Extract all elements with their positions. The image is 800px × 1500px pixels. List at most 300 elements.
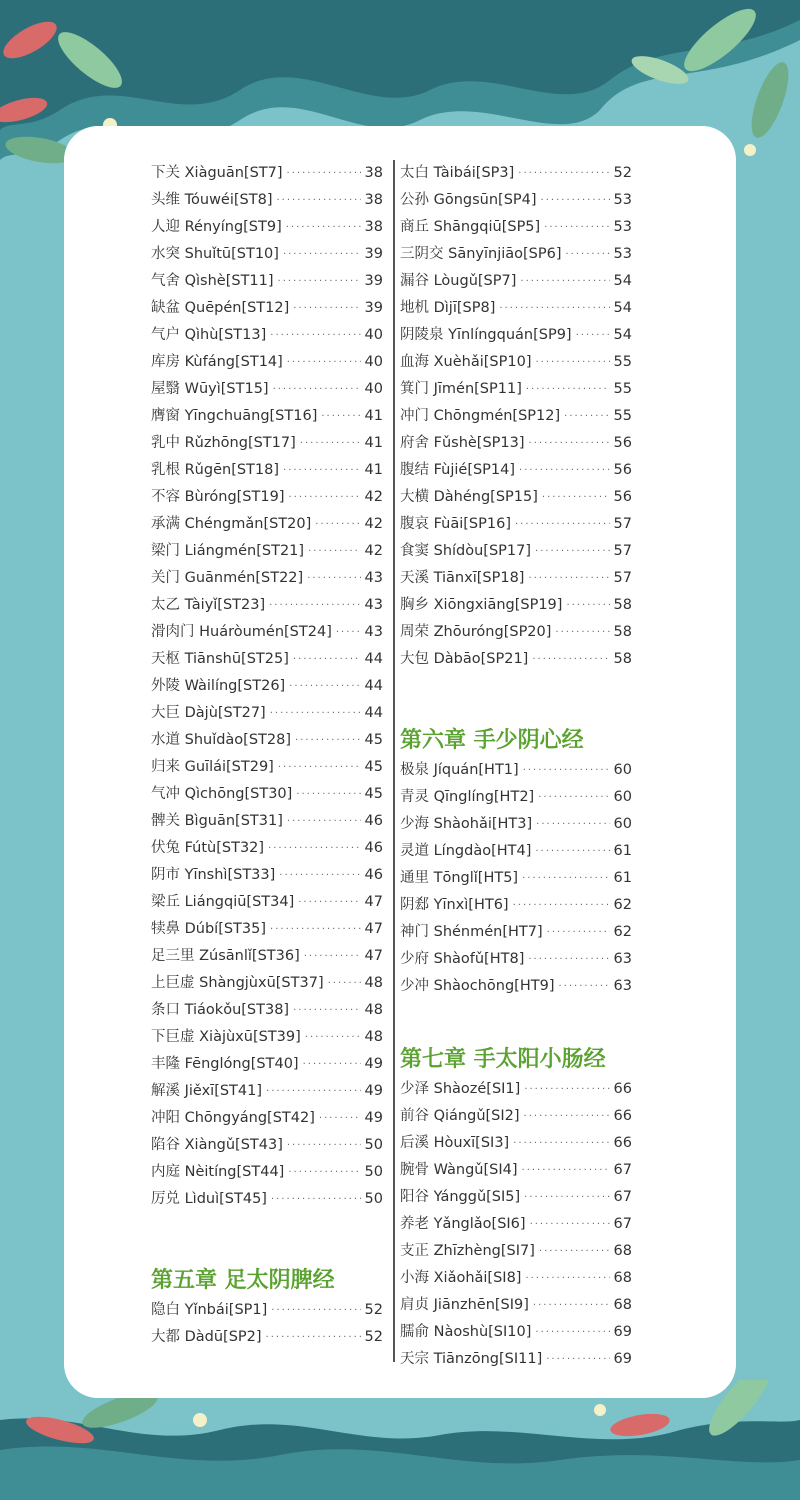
leader-dots	[328, 970, 361, 997]
acupoint-name: 下关 Xiàguān[ST7]	[151, 165, 283, 181]
leader-dots	[287, 349, 361, 376]
toc-entry	[151, 1324, 383, 1351]
page-number: 38	[364, 219, 383, 235]
leader-dots	[270, 322, 360, 349]
leader-dots	[278, 754, 361, 781]
leader-dots	[519, 457, 610, 484]
acupoint-name: 阴陵泉 Yīnlíngquán[SP9]	[400, 327, 572, 343]
leader-dots	[270, 700, 361, 727]
toc-entry	[151, 889, 383, 916]
toc-entry	[400, 511, 632, 538]
page-number: 45	[364, 759, 383, 775]
leader-dots	[319, 1105, 361, 1132]
toc-entry	[400, 1076, 632, 1103]
acupoint-name: 气户 Qìhù[ST13]	[151, 327, 267, 343]
acupoint-name: 府舍 Fǔshè[SP13]	[400, 435, 525, 451]
leader-dots	[525, 1265, 609, 1292]
toc-entry	[151, 943, 383, 970]
acupoint-name: 隐白 Yǐnbái[SP1]	[151, 1302, 268, 1318]
leader-dots	[271, 1297, 360, 1324]
page-number: 41	[364, 462, 383, 478]
toc-entry	[400, 1346, 632, 1373]
toc-entry	[400, 892, 632, 919]
page-number: 49	[364, 1056, 383, 1072]
leader-dots	[305, 1024, 361, 1051]
toc-entry	[151, 1051, 383, 1078]
toc-entry	[400, 946, 632, 973]
toc-entry	[151, 646, 383, 673]
page-number: 49	[364, 1110, 383, 1126]
leader-dots	[535, 538, 610, 565]
acupoint-name: 太白 Tàibái[SP3]	[400, 165, 515, 181]
page-number: 42	[364, 516, 383, 532]
page-number: 57	[613, 516, 632, 532]
page-number: 68	[613, 1243, 632, 1259]
leader-dots	[283, 241, 361, 268]
toc-entry	[151, 457, 383, 484]
page-number: 62	[613, 924, 632, 940]
acupoint-name: 滑肉门 Huáròumén[ST24]	[151, 624, 332, 640]
leader-dots	[288, 1159, 360, 1186]
acupoint-name: 天宗 Tiānzōng[SI11]	[400, 1351, 543, 1367]
acupoint-name: 阳谷 Yánggǔ[SI5]	[400, 1189, 521, 1205]
leader-dots	[513, 1130, 609, 1157]
toc-entry	[400, 241, 632, 268]
page-number: 44	[364, 651, 383, 667]
toc-entry	[151, 970, 383, 997]
page-number: 53	[613, 192, 632, 208]
acupoint-name: 漏谷 Lòugǔ[SP7]	[400, 273, 517, 289]
acupoint-name: 养老 Yǎnglǎo[SI6]	[400, 1216, 526, 1232]
toc-entry	[151, 538, 383, 565]
acupoint-name: 足三里 Zúsānlǐ[ST36]	[151, 948, 300, 964]
page-number: 61	[613, 870, 632, 886]
column-divider	[393, 160, 395, 1362]
toc-entry	[151, 484, 383, 511]
leader-dots	[298, 889, 360, 916]
toc-entry	[151, 754, 383, 781]
acupoint-name: 大巨 Dàjù[ST27]	[151, 705, 266, 721]
toc-entry	[151, 673, 383, 700]
leader-dots	[532, 646, 609, 673]
toc-entry	[151, 322, 383, 349]
page-number: 46	[364, 813, 383, 829]
leader-dots	[499, 295, 609, 322]
leader-dots	[524, 1076, 609, 1103]
page-number: 46	[364, 867, 383, 883]
acupoint-name: 气舍 Qìshè[ST11]	[151, 273, 274, 289]
leader-dots	[287, 160, 361, 187]
leader-dots	[293, 646, 361, 673]
page-number: 48	[364, 975, 383, 991]
acupoint-name: 大横 Dàhéng[SP15]	[400, 489, 538, 505]
page-number: 66	[613, 1108, 632, 1124]
page-number: 60	[613, 789, 632, 805]
acupoint-name: 青灵 Qīnglíng[HT2]	[400, 789, 535, 805]
page-number: 66	[613, 1135, 632, 1151]
acupoint-name: 阴市 Yīnshì[ST33]	[151, 867, 276, 883]
page-number: 54	[613, 300, 632, 316]
page-number: 56	[613, 435, 632, 451]
acupoint-name: 解溪 Jiěxī[ST41]	[151, 1083, 263, 1099]
page-number: 38	[364, 165, 383, 181]
acupoint-name: 少冲 Shàochōng[HT9]	[400, 978, 555, 994]
leader-dots	[530, 1211, 610, 1238]
toc-entry	[400, 457, 632, 484]
leader-dots	[279, 862, 360, 889]
acupoint-name: 归来 Guīlái[ST29]	[151, 759, 274, 775]
leader-dots	[576, 322, 610, 349]
page-number: 63	[613, 951, 632, 967]
page-number: 41	[364, 408, 383, 424]
acupoint-name: 屋翳 Wūyì[ST15]	[151, 381, 269, 397]
toc-entry	[400, 1157, 632, 1184]
acupoint-name: 腹结 Fùjié[SP14]	[400, 462, 516, 478]
toc-entry	[151, 1297, 383, 1324]
leader-dots	[293, 295, 360, 322]
toc-entry	[151, 1186, 383, 1213]
page-number: 52	[364, 1329, 383, 1345]
acupoint-name: 梁门 Liángmén[ST21]	[151, 543, 305, 559]
acupoint-name: 条口 Tiáokǒu[ST38]	[151, 1002, 290, 1018]
acupoint-name: 通里 Tōnglǐ[HT5]	[400, 870, 519, 886]
leader-dots	[535, 1319, 609, 1346]
toc-entry	[151, 349, 383, 376]
toc-entry	[151, 295, 383, 322]
page-number: 61	[613, 843, 632, 859]
page-number: 67	[613, 1189, 632, 1205]
leader-dots	[308, 538, 360, 565]
toc-entry	[151, 862, 383, 889]
toc-entry	[151, 808, 383, 835]
toc-entry	[400, 865, 632, 892]
leader-dots	[529, 430, 610, 457]
leader-dots	[270, 916, 361, 943]
acupoint-name: 下巨虚 Xiàjùxū[ST39]	[151, 1029, 301, 1045]
acupoint-name: 阴郄 Yīnxì[HT6]	[400, 897, 509, 913]
toc-entry	[400, 592, 632, 619]
toc-entry	[400, 403, 632, 430]
toc-entry	[151, 241, 383, 268]
acupoint-name: 关门 Guānmén[ST22]	[151, 570, 304, 586]
leader-dots	[283, 457, 361, 484]
leader-dots	[286, 214, 361, 241]
toc-entry	[151, 214, 383, 241]
page-number: 44	[364, 705, 383, 721]
page-number: 45	[364, 786, 383, 802]
leader-dots	[524, 1103, 610, 1130]
leader-dots	[546, 1346, 609, 1373]
page-number: 60	[613, 762, 632, 778]
leader-dots	[522, 1157, 610, 1184]
acupoint-name: 前谷 Qiángǔ[SI2]	[400, 1108, 520, 1124]
leader-dots	[566, 592, 609, 619]
page-number: 55	[613, 408, 632, 424]
toc-entry	[151, 268, 383, 295]
page-number: 55	[613, 354, 632, 370]
page-number: 40	[364, 354, 383, 370]
toc-entry	[400, 646, 632, 673]
acupoint-name: 冲门 Chōngmén[SP12]	[400, 408, 561, 424]
page-number: 52	[364, 1302, 383, 1318]
chapter-heading: 第五章 足太阴脾经	[151, 1268, 335, 1293]
toc-entry	[400, 838, 632, 865]
right-column	[400, 160, 632, 1373]
page-number: 50	[364, 1164, 383, 1180]
page-number: 46	[364, 840, 383, 856]
toc-entry	[400, 322, 632, 349]
page-number: 40	[364, 327, 383, 343]
leader-dots	[555, 619, 609, 646]
toc-entry	[400, 1130, 632, 1157]
leader-dots	[523, 757, 610, 784]
page-number: 42	[364, 489, 383, 505]
toc-entry	[400, 538, 632, 565]
acupoint-name: 腕骨 Wàngǔ[SI4]	[400, 1162, 518, 1178]
page-number: 39	[364, 273, 383, 289]
toc-entry	[400, 619, 632, 646]
toc-entry	[400, 919, 632, 946]
bottom-decoration	[0, 1380, 800, 1500]
toc-entry	[400, 268, 632, 295]
page-number: 69	[613, 1324, 632, 1340]
acupoint-name: 头维 Tóuwéi[ST8]	[151, 192, 273, 208]
leader-dots	[559, 973, 610, 1000]
toc-entry	[151, 1159, 383, 1186]
acupoint-name: 支正 Zhīzhèng[SI7]	[400, 1243, 535, 1259]
leader-dots	[287, 1132, 361, 1159]
chapter-heading: 第七章 手太阳小肠经	[400, 1047, 606, 1072]
acupoint-name: 周荣 Zhōuróng[SP20]	[400, 624, 552, 640]
page-number: 47	[364, 948, 383, 964]
acupoint-name: 少海 Shàohǎi[HT3]	[400, 816, 533, 832]
acupoint-name: 血海 Xuèhǎi[SP10]	[400, 354, 532, 370]
acupoint-name: 腹哀 Fùāi[SP16]	[400, 516, 511, 532]
leader-dots	[287, 808, 361, 835]
leader-dots	[268, 835, 360, 862]
page-number: 53	[613, 219, 632, 235]
page-number: 43	[364, 597, 383, 613]
page-number: 58	[613, 624, 632, 640]
acupoint-name: 少泽 Shàozé[SI1]	[400, 1081, 521, 1097]
page-number: 49	[364, 1083, 383, 1099]
acupoint-name: 天溪 Tiānxī[SP18]	[400, 570, 525, 586]
toc-entry	[151, 187, 383, 214]
page-number: 55	[613, 381, 632, 397]
leader-dots	[336, 619, 361, 646]
leader-dots	[296, 781, 360, 808]
toc-entry	[400, 187, 632, 214]
toc-entry	[151, 916, 383, 943]
acupoint-name: 天枢 Tiānshū[ST25]	[151, 651, 289, 667]
page-number: 52	[613, 165, 632, 181]
toc-entry	[151, 1105, 383, 1132]
toc-entry	[151, 835, 383, 862]
page-number: 56	[613, 462, 632, 478]
leader-dots	[288, 484, 360, 511]
acupoint-name: 厉兑 Lìduì[ST45]	[151, 1191, 267, 1207]
page-number: 66	[613, 1081, 632, 1097]
toc-entry	[400, 565, 632, 592]
page-number: 56	[613, 489, 632, 505]
toc-entry	[151, 1024, 383, 1051]
page-number: 48	[364, 1002, 383, 1018]
toc-entry	[151, 430, 383, 457]
page-number: 53	[613, 246, 632, 262]
toc-entry	[151, 727, 383, 754]
toc-entry	[400, 1211, 632, 1238]
chapter-heading: 第六章 手少阴心经	[400, 728, 584, 753]
leader-dots	[269, 592, 360, 619]
page-number: 39	[364, 246, 383, 262]
page-number: 50	[364, 1137, 383, 1153]
acupoint-name: 公孙 Gōngsūn[SP4]	[400, 192, 537, 208]
acupoint-name: 外陵 Wàilíng[ST26]	[151, 678, 286, 694]
acupoint-name: 肩贞 Jiānzhēn[SI9]	[400, 1297, 529, 1313]
page-number: 38	[364, 192, 383, 208]
page-number: 42	[364, 543, 383, 559]
acupoint-name: 食窦 Shídòu[SP17]	[400, 543, 532, 559]
acupoint-name: 承满 Chéngmǎn[ST20]	[151, 516, 312, 532]
acupoint-name: 陷谷 Xiàngǔ[ST43]	[151, 1137, 283, 1153]
page-number: 45	[364, 732, 383, 748]
leader-dots	[289, 673, 360, 700]
acupoint-name: 神门 Shénmén[HT7]	[400, 924, 543, 940]
toc-entry	[400, 1292, 632, 1319]
acupoint-name: 膺窗 Yīngchuāng[ST16]	[151, 408, 318, 424]
leader-dots	[535, 349, 609, 376]
acupoint-name: 伏兔 Fútù[ST32]	[151, 840, 265, 856]
leader-dots	[544, 214, 609, 241]
acupoint-name: 梁丘 Liángqiū[ST34]	[151, 894, 295, 910]
toc-entry	[400, 349, 632, 376]
page-number: 43	[364, 624, 383, 640]
leader-dots	[276, 187, 360, 214]
toc-entry	[400, 1319, 632, 1346]
toc-entry	[400, 811, 632, 838]
acupoint-name: 水突 Shuǐtū[ST10]	[151, 246, 279, 262]
page-number: 54	[613, 273, 632, 289]
acupoint-name: 髀关 Bìguān[ST31]	[151, 813, 283, 829]
leader-dots	[266, 1078, 361, 1105]
toc-entry	[151, 1078, 383, 1105]
page-number: 50	[364, 1191, 383, 1207]
leader-dots	[518, 160, 609, 187]
acupoint-name: 地机 Dìjī[SP8]	[400, 300, 496, 316]
acupoint-name: 内庭 Nèitíng[ST44]	[151, 1164, 285, 1180]
acupoint-name: 水道 Shuǐdào[ST28]	[151, 732, 292, 748]
page-number: 57	[613, 570, 632, 586]
toc-entry	[400, 214, 632, 241]
page-number: 47	[364, 921, 383, 937]
acupoint-name: 灵道 Língdào[HT4]	[400, 843, 532, 859]
page-number: 58	[613, 651, 632, 667]
leader-dots	[300, 430, 361, 457]
leader-dots	[564, 403, 609, 430]
page-number: 43	[364, 570, 383, 586]
leader-dots	[266, 1324, 361, 1351]
acupoint-name: 箕门 Jīmén[SP11]	[400, 381, 522, 397]
acupoint-name: 丰隆 Fēnglóng[ST40]	[151, 1056, 299, 1072]
toc-entry	[400, 484, 632, 511]
leader-dots	[515, 511, 610, 538]
leader-dots	[536, 811, 609, 838]
page-number: 54	[613, 327, 632, 343]
leader-dots	[542, 484, 610, 511]
acupoint-name: 上巨虚 Shàngjùxū[ST37]	[151, 975, 324, 991]
toc-entry	[400, 295, 632, 322]
toc-entry	[151, 1132, 383, 1159]
leader-dots	[520, 268, 609, 295]
leader-dots	[547, 919, 610, 946]
leader-dots	[541, 187, 610, 214]
toc-entry	[400, 757, 632, 784]
page-number: 58	[613, 597, 632, 613]
leader-dots	[303, 1051, 361, 1078]
toc-entry	[151, 160, 383, 187]
left-column	[151, 160, 383, 1351]
acupoint-name: 冲阳 Chōngyáng[ST42]	[151, 1110, 315, 1126]
page-number: 69	[613, 1351, 632, 1367]
toc-entry	[151, 403, 383, 430]
page-number: 48	[364, 1029, 383, 1045]
page-number: 67	[613, 1162, 632, 1178]
toc-entry	[400, 1265, 632, 1292]
page-number: 67	[613, 1216, 632, 1232]
leader-dots	[278, 268, 361, 295]
toc-entry	[400, 376, 632, 403]
leader-dots	[295, 727, 361, 754]
leader-dots	[513, 892, 610, 919]
acupoint-name: 小海 Xiǎohǎi[SI8]	[400, 1270, 522, 1286]
page-number: 68	[613, 1270, 632, 1286]
toc-entry	[151, 376, 383, 403]
acupoint-name: 大都 Dàdū[SP2]	[151, 1329, 262, 1345]
acupoint-name: 臑俞 Nàoshù[SI10]	[400, 1324, 532, 1340]
toc-entry	[400, 973, 632, 1000]
leader-dots	[321, 403, 360, 430]
toc-entry	[151, 700, 383, 727]
leader-dots	[304, 943, 361, 970]
page-number: 62	[613, 897, 632, 913]
toc-entry	[400, 1184, 632, 1211]
acupoint-name: 少府 Shàofǔ[HT8]	[400, 951, 525, 967]
toc-entry	[151, 511, 383, 538]
acupoint-name: 后溪 Hòuxī[SI3]	[400, 1135, 510, 1151]
page-number: 40	[364, 381, 383, 397]
acupoint-name: 缺盆 Quēpén[ST12]	[151, 300, 290, 316]
page-number: 47	[364, 894, 383, 910]
leader-dots	[315, 511, 360, 538]
acupoint-name: 人迎 Rényíng[ST9]	[151, 219, 282, 235]
leader-dots	[271, 1186, 361, 1213]
leader-dots	[528, 565, 609, 592]
acupoint-name: 不容 Bùróng[ST19]	[151, 489, 285, 505]
page-number: 44	[364, 678, 383, 694]
toc-entry	[151, 997, 383, 1024]
acupoint-name: 乳中 Rǔzhōng[ST17]	[151, 435, 296, 451]
acupoint-name: 胸乡 Xiōngxiāng[SP19]	[400, 597, 563, 613]
acupoint-name: 三阴交 Sānyīnjiāo[SP6]	[400, 246, 562, 262]
toc-entry	[400, 1238, 632, 1265]
toc-entry	[400, 160, 632, 187]
page-number: 60	[613, 816, 632, 832]
toc-entry	[151, 592, 383, 619]
acupoint-name: 犊鼻 Dúbí[ST35]	[151, 921, 267, 937]
leader-dots	[273, 376, 361, 403]
leader-dots	[539, 1238, 610, 1265]
leader-dots	[293, 997, 360, 1024]
